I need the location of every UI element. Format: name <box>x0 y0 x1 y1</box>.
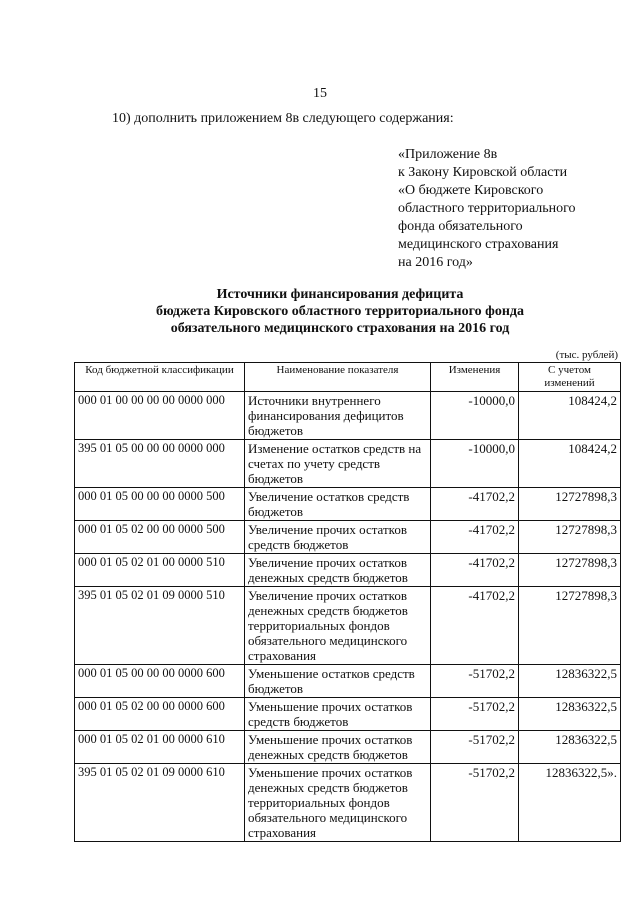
cell-code: 000 01 05 02 01 00 0000 510 <box>75 554 245 587</box>
cell-name: Увеличение прочих остатков средств бюджетов <box>245 521 431 554</box>
cell-total: 108424,2 <box>519 440 621 488</box>
table-row <box>75 764 621 842</box>
cell-change: -41702,2 <box>431 488 519 521</box>
cell-change: -41702,2 <box>431 521 519 554</box>
table-row <box>75 521 621 554</box>
cell-code: 000 01 05 02 01 00 0000 610 <box>75 731 245 764</box>
financing-table <box>74 362 621 842</box>
cell-name: Уменьшение остатков средств бюджетов <box>245 665 431 698</box>
cell-name: Увеличение прочих остатков денежных средств бюджетов территориальных фондов обязательного медицинского страхования <box>245 587 431 665</box>
intro-text: 10) дополнить приложением 8в следующего содержания: <box>112 111 454 126</box>
appendix-line: областного территориального <box>398 201 576 216</box>
cell-change: -51702,2 <box>431 665 519 698</box>
title-line: бюджета Кировского областного территориального фонда <box>156 304 524 319</box>
header-code: Код бюджетной классификации <box>75 363 245 392</box>
cell-code: 395 01 05 02 01 09 0000 610 <box>75 764 245 842</box>
cell-change: -10000,0 <box>431 440 519 488</box>
page-number: 15 <box>313 86 327 101</box>
table-row <box>75 698 621 731</box>
cell-total: 12836322,5». <box>519 764 621 842</box>
table-row <box>75 392 621 440</box>
cell-total: 12727898,3 <box>519 488 621 521</box>
appendix-line: к Закону Кировской области <box>398 165 568 180</box>
appendix-line: фонда обязательного <box>398 219 523 234</box>
cell-total: 12727898,3 <box>519 554 621 587</box>
cell-total: 108424,2 <box>519 392 621 440</box>
cell-total: 12836322,5 <box>519 665 621 698</box>
title-line: Источники финансирования дефицита <box>216 287 464 302</box>
title-line: обязательного медицинского страхования на 2016 год <box>170 321 510 336</box>
table-row <box>75 731 621 764</box>
cell-name: Увеличение прочих остатков денежных средств бюджетов <box>245 554 431 587</box>
cell-code: 000 01 05 02 00 00 0000 600 <box>75 698 245 731</box>
cell-total: 12727898,3 <box>519 587 621 665</box>
header-name: Наименование показателя <box>245 363 431 392</box>
cell-total: 12836322,5 <box>519 731 621 764</box>
appendix-header <box>398 146 608 272</box>
cell-code: 000 01 00 00 00 00 0000 000 <box>75 392 245 440</box>
units-label: (тыс. рублей) <box>555 349 618 361</box>
cell-change: -41702,2 <box>431 554 519 587</box>
appendix-line: «Приложение 8в <box>398 147 498 162</box>
table-row <box>75 665 621 698</box>
table-row <box>75 488 621 521</box>
appendix-line: на 2016 год» <box>398 255 473 270</box>
cell-change: -41702,2 <box>431 587 519 665</box>
table-row <box>75 587 621 665</box>
cell-code: 000 01 05 02 00 00 0000 500 <box>75 521 245 554</box>
cell-name: Уменьшение прочих остатков денежных средств бюджетов территориальных фондов обязательного медицинского страхования <box>245 764 431 842</box>
table-row <box>75 440 621 488</box>
table-row <box>75 554 621 587</box>
cell-name: Уменьшение прочих остатков денежных средств бюджетов <box>245 731 431 764</box>
appendix-line: медицинского страхования <box>398 237 559 252</box>
appendix-line: «О бюджете Кировского <box>398 183 544 198</box>
cell-change: -51702,2 <box>431 764 519 842</box>
cell-code: 000 01 05 00 00 00 0000 600 <box>75 665 245 698</box>
table-header-row <box>75 363 621 392</box>
cell-code: 000 01 05 00 00 00 0000 500 <box>75 488 245 521</box>
cell-change: -51702,2 <box>431 698 519 731</box>
cell-change: -51702,2 <box>431 731 519 764</box>
cell-change: -10000,0 <box>431 392 519 440</box>
cell-name: Источники внутреннего финансирования дефицитов бюджетов <box>245 392 431 440</box>
header-change: Изменения <box>431 363 519 392</box>
document-title <box>80 286 600 337</box>
cell-total: 12836322,5 <box>519 698 621 731</box>
header-total: С учетом изменений <box>519 363 621 392</box>
cell-code: 395 01 05 00 00 00 0000 000 <box>75 440 245 488</box>
cell-name: Увеличение остатков средств бюджетов <box>245 488 431 521</box>
cell-name: Изменение остатков средств на счетах по учету средств бюджетов <box>245 440 431 488</box>
cell-name: Уменьшение прочих остатков средств бюджетов <box>245 698 431 731</box>
cell-total: 12727898,3 <box>519 521 621 554</box>
cell-code: 395 01 05 02 01 09 0000 510 <box>75 587 245 665</box>
